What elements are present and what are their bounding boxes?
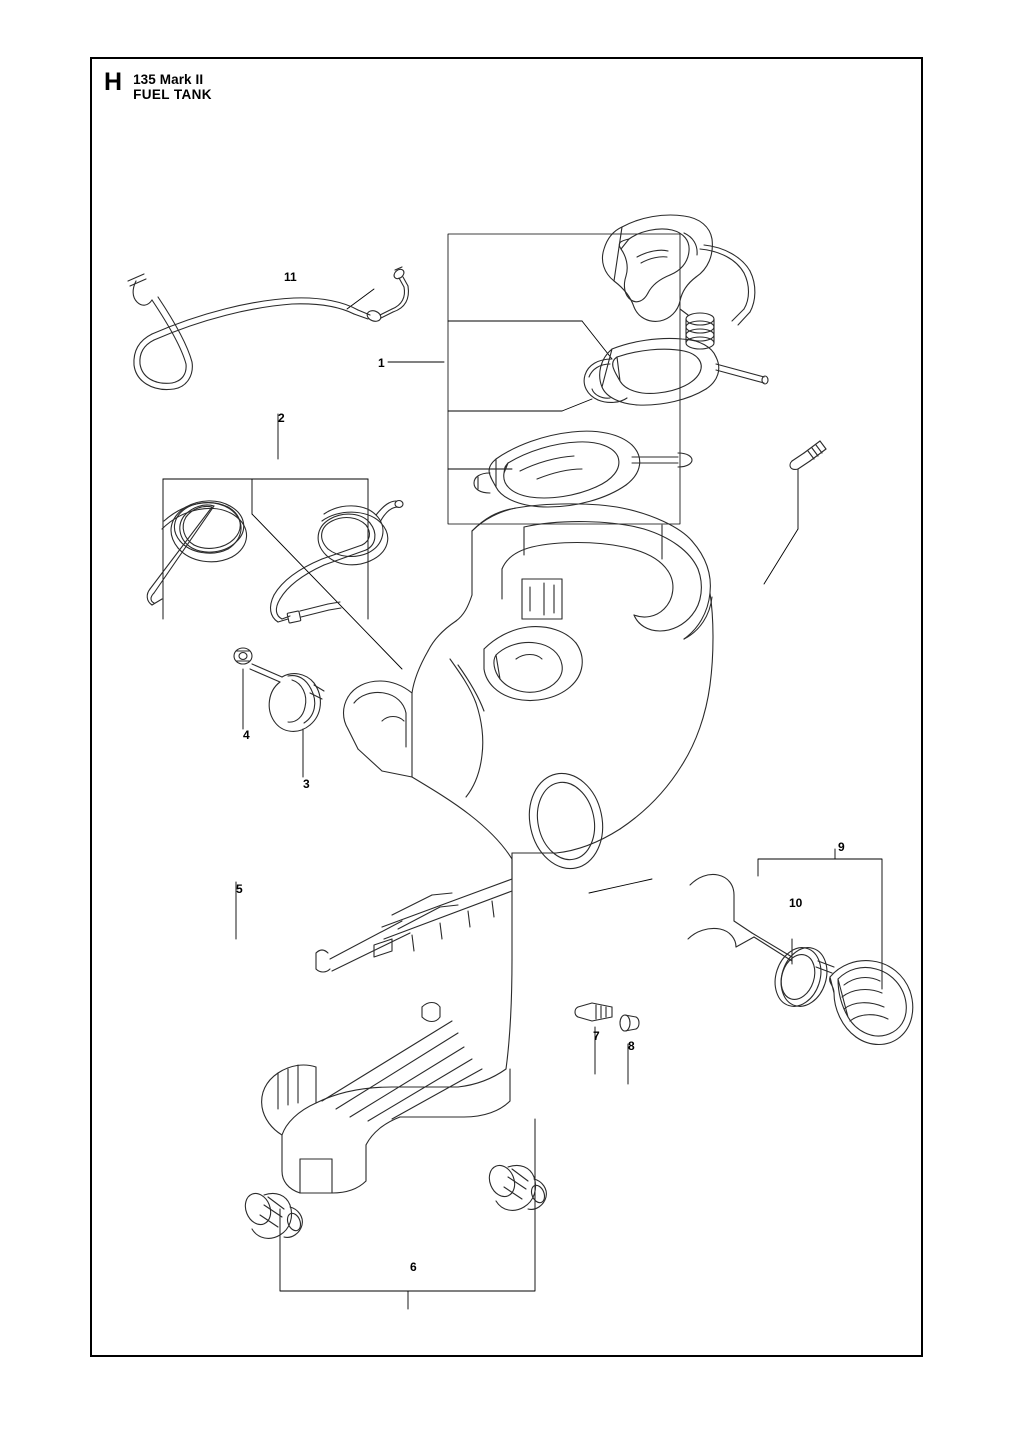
callout-8: 8 [628, 1039, 635, 1053]
part-11-cable [128, 267, 408, 389]
part-4-grommet [234, 648, 252, 664]
callout-3: 3 [303, 777, 310, 791]
callout-10: 10 [789, 896, 803, 910]
part-2-fuel-hoses [147, 501, 403, 624]
exploded-parts-diagram [92, 59, 921, 1355]
callout-6: 6 [410, 1260, 417, 1274]
leader-lines [163, 234, 882, 1309]
part-7-screw [575, 1003, 612, 1021]
callout-4: 4 [243, 728, 250, 742]
section-title: FUEL TANK [133, 87, 212, 102]
part-5-tank-housing [262, 504, 713, 1193]
callout-7: 7 [593, 1029, 600, 1043]
part-8-spacer [620, 1015, 639, 1031]
callout-9: 9 [838, 840, 845, 854]
housing-screw [790, 441, 826, 469]
callout-1: 1 [378, 356, 385, 370]
callout-5: 5 [236, 882, 243, 896]
model-name: 135 Mark II [133, 72, 204, 87]
callout-2: 2 [278, 411, 285, 425]
part-1-brake-assembly [474, 215, 768, 507]
part-6-av-mounts [241, 1162, 547, 1239]
part-3-fuel-filter [250, 664, 324, 731]
callout-11: 11 [284, 270, 297, 284]
section-letter: H [104, 68, 123, 96]
